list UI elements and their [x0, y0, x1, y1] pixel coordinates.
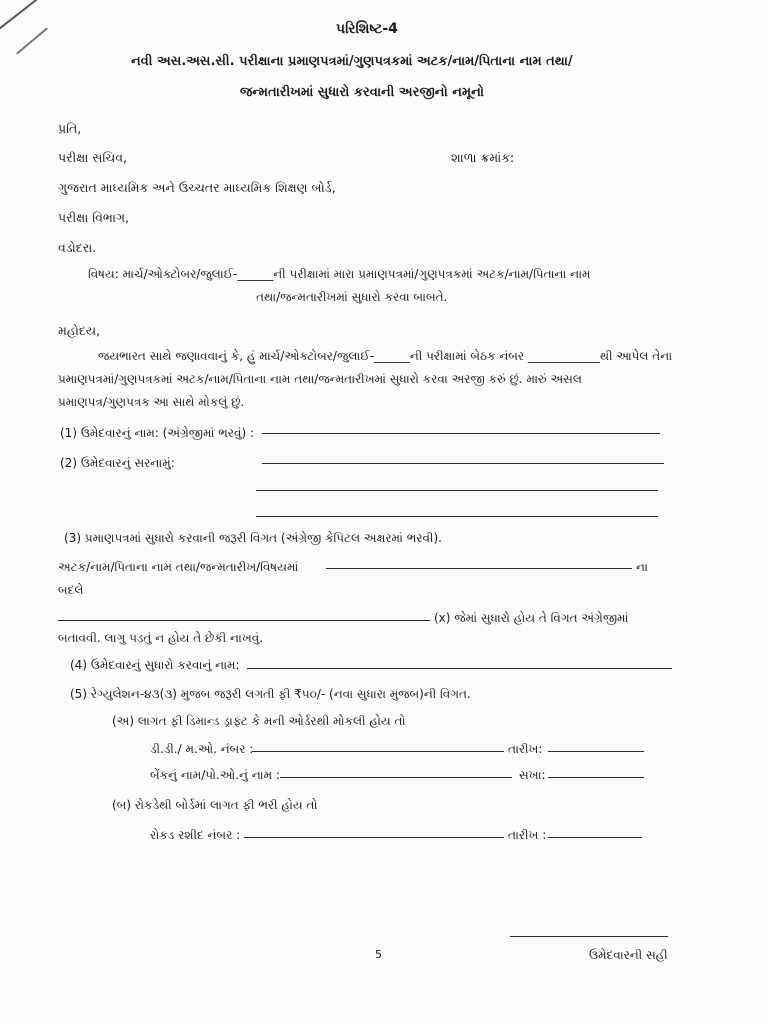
- field-1-blank[interactable]: [262, 433, 660, 434]
- signature-label: ઉમેદવારની સહી: [589, 948, 668, 962]
- field-4-blank[interactable]: [247, 668, 672, 669]
- date-blank[interactable]: [548, 751, 644, 752]
- to-label: પ્રતિ,: [58, 121, 82, 136]
- body-line-1: જયભારત સાથે જણાવવાનું કે, હું માર્ચ/ઓક્ટોબર/જુલાઈ-______ની પરીક્ષામાં બેઠક નંબર ____________થી આપેલ તેના: [98, 349, 673, 363]
- body-line-3: પ્રમાણપત્ર/ગુણપત્રક આ સાથે મોકલું છું.: [58, 395, 245, 409]
- body-line-2: પ્રમાણપત્રમાં/ગુણપત્રકમાં અટક/નામ/પિતાના નામ તથા/જન્મતારીખમાં સુધારો કરવા અરજી કરું છું. મારું અસલ: [58, 372, 582, 386]
- field-3c-tail: (x) જેમાં સુધારો હોય તે વિગત અંગ્રેજીમાં: [434, 611, 629, 625]
- branch-label: સખા:: [519, 768, 546, 782]
- field-2-label: (2) ઉમેદવારનું સરનામું:: [60, 456, 175, 470]
- field-4-label: (4) ઉમેદવારનું સુધારો કરવાનું નામ:: [70, 658, 240, 672]
- field-1-label: (1) ઉમેદવારનું નામ: (અંગ્રેજીમાં ભરવું) :: [60, 426, 255, 440]
- receipt-number-label: રોકડ રશીદ નંબર :: [150, 828, 241, 842]
- field-2-blank[interactable]: [256, 490, 658, 491]
- heading-line-2: જન્મતારીખમાં સુધારો કરવાની અરજીનો નમૂનો: [240, 85, 485, 100]
- salutation: મહોદય,: [58, 323, 101, 338]
- field-3a-blank[interactable]: [326, 568, 632, 569]
- field-3-label: (3) પ્રમાણપત્રમાં સુધારો કરવાની જરૂરી વિગત (અંગ્રેજી કેપિટલ અક્ષરમાં ભરવી).: [64, 531, 442, 545]
- heading-line-1: નવી અસ.અસ.સી. પરીક્ષાના પ્રમાણપત્રમાં/ગુણપત્રકમાં અટક/નામ/પિતાના નામ તથા/: [131, 54, 573, 69]
- field-3b-label: બદલે: [58, 583, 84, 597]
- field-2-blank[interactable]: [256, 516, 658, 517]
- field-3a-tail: ના: [636, 560, 648, 574]
- branch-blank[interactable]: [548, 777, 644, 778]
- field-5-label: (5) રેગ્યુલેશન-૪૩(૩) મુજબ જરૂરી લગતી ફી ₹૫૦/- (નવા સુધારા મુજબ)ની વિગત.: [70, 687, 471, 701]
- pen-mark: [0, 0, 54, 36]
- address-line: ગુજરાત માધ્યમિક અને ઉચ્ચતર માધ્યમિક શિક્ષણ બોર્ડ,: [58, 180, 336, 195]
- pen-mark: [16, 27, 48, 54]
- signature-blank[interactable]: [510, 936, 668, 937]
- school-number-label: શાળા ક્રમાંક:: [451, 150, 515, 165]
- bank-name-blank[interactable]: [280, 777, 512, 778]
- date-label: તારીખ:: [508, 742, 543, 756]
- field-3c-blank[interactable]: [58, 620, 430, 621]
- subject-line-1: વિષય: માર્ચ/ઓક્ટોબર/જુલાઈ-______ની પરીક્ષામાં મારા પ્રમાણપત્રમાં/ગુણપત્રકમાં અટક/નામ/પિતાના નામ: [88, 267, 591, 281]
- address-line: પરીક્ષા વિભાગ,: [58, 210, 130, 225]
- dd-number-label: ડી.ડી./ મ.ઓ. નંબર :: [150, 742, 254, 756]
- dd-number-blank[interactable]: [252, 751, 504, 752]
- field-5b-label: (બ) રોકડેથી બોર્ડમાં લાગત ફી ભરી હોય તો: [112, 798, 318, 812]
- subject-line-2: તથા/જન્મતારીખમાં સુધારો કરવા બાબતે.: [256, 290, 448, 304]
- page-number: 5: [375, 948, 382, 961]
- address-line: પરીક્ષા સચિવ,: [58, 150, 127, 165]
- date-blank[interactable]: [548, 837, 642, 838]
- bank-name-label: બેંકનું નામ/પો.ઓ.નું નામ :: [150, 768, 280, 782]
- field-5a-label: (અ) લાગત ફી ડિમાન્ડ ડ્રાફ્ટ કે મની ઓર્ડરથી મોકલી હોય તો: [112, 714, 406, 728]
- field-3-note: બતાવવી. લાગુ પડતું ન હોય તે છેકી નાખવું.: [58, 631, 264, 645]
- receipt-number-blank[interactable]: [244, 837, 504, 838]
- appendix-label: પરિશિષ્ટ-4: [336, 21, 398, 37]
- field-2-blank[interactable]: [262, 463, 664, 464]
- address-line: વડોદરા.: [58, 240, 97, 255]
- field-3a-label: અટક/નામ/પિતાના નામ તથા/જન્મતારીખ/વિષયમાં: [58, 560, 299, 574]
- date-label: તારીખ :: [508, 828, 547, 842]
